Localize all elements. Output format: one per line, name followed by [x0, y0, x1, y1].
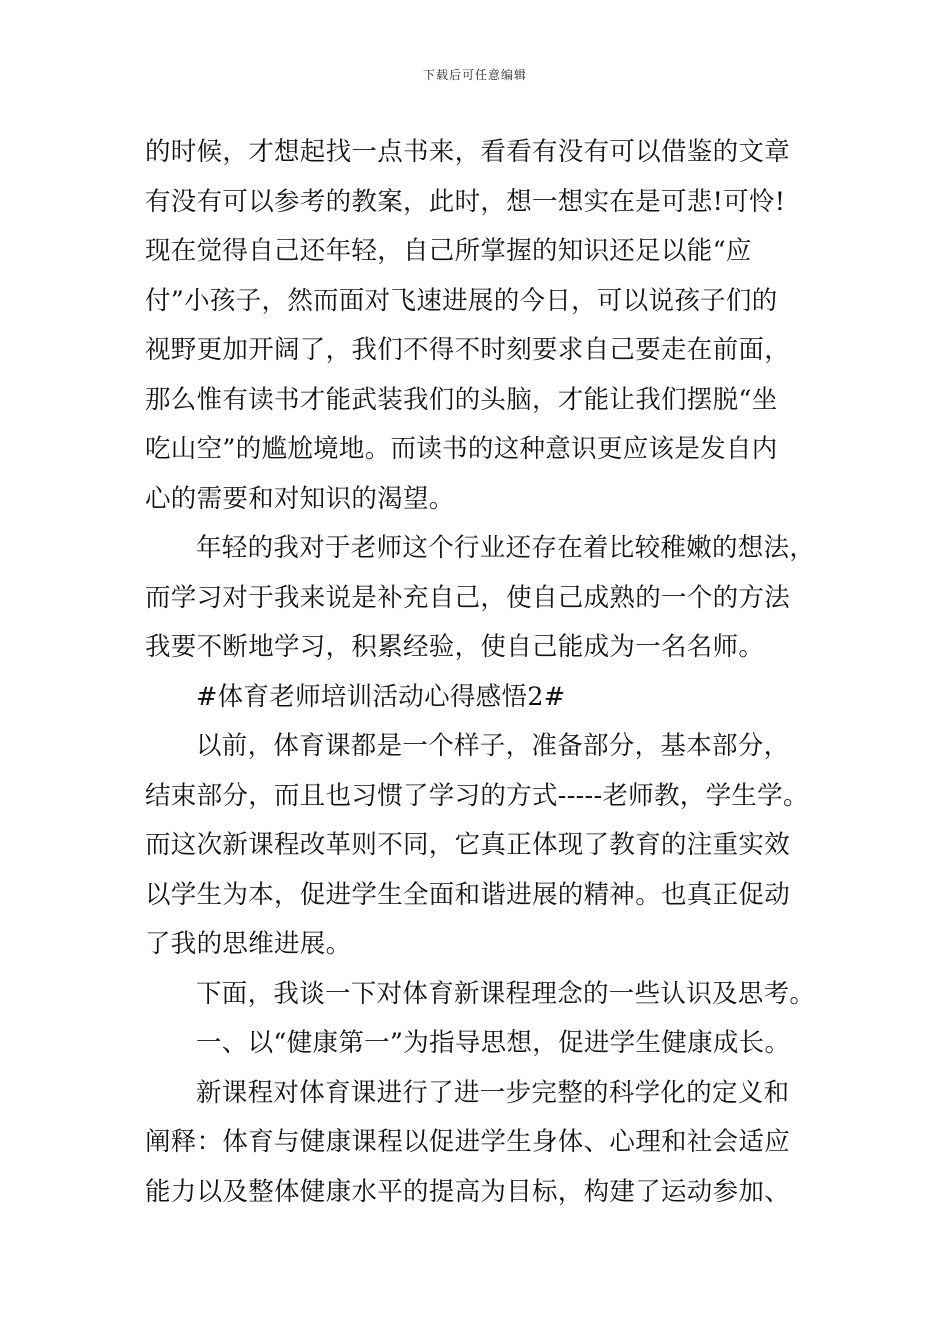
text-line: 视野更加开阔了，我们不得不时刻要求自己要走在前面，	[145, 335, 791, 365]
text-line: 以学生为本，促进学生全面和谐进展的精神。也真正促动	[145, 879, 791, 910]
text-line: 现在觉得自己还年轻，自己所掌握的知识还足以能“应	[145, 236, 752, 266]
paragraph-start-line: 新课程对体育课进行了进一步完整的科学化的定义和	[196, 1077, 790, 1108]
text-line: 的时候，才想起找一点书来，看看有没有可以借鉴的文章	[145, 137, 791, 167]
page-header-note: 下载后可任意编辑	[422, 68, 527, 82]
text-line: 而这次新课程改革则不同，它真正体现了教育的注重实效	[145, 830, 791, 860]
paragraph-start-line: 下面，我谈一下对体育新课程理念的一些认识及思考。	[196, 978, 816, 1009]
section-heading: #体育老师培训活动心得感悟2#	[196, 681, 566, 712]
document-body	[145, 128, 825, 1217]
text-line: 有没有可以参考的教案，此时，想一想实在是可悲!可怜!	[145, 186, 786, 217]
paragraph-start-line: 年轻的我对于老师这个行业还存在着比较稚嫩的想法，	[196, 533, 816, 563]
text-line: 能力以及整体健康水平的提高为目标，构建了运动参加、	[145, 1176, 791, 1207]
text-line: 了我的思维进展。	[145, 929, 352, 959]
paragraph-start-line: 一、以“健康第一”为指导思想，促进学生健康成长。	[196, 1028, 791, 1058]
text-line: 心的需要和对知识的渴望。	[145, 483, 455, 514]
text-line: 而学习对于我来说是补充自己，使自己成熟的一个的方法	[145, 582, 791, 613]
text-line: 我要不断地学习，积累经验，使自己能成为一名名师。	[145, 632, 765, 662]
text-line: 结束部分，而且也习惯了学习的方式-----老师教，学生学。	[145, 780, 809, 811]
text-line: 阐释：体育与健康课程以促进学生身体、心理和社会适应	[145, 1127, 791, 1157]
paragraph-start-line: 以前，体育课都是一个样子，准备部分，基本部分，	[196, 731, 790, 761]
text-line: 吃山空”的尴尬境地。而读书的这种意识更应该是发自内	[145, 434, 778, 464]
text-line: 那么惟有读书才能武装我们的头脑，才能让我们摆脱“坐	[145, 384, 778, 415]
text-line: 付”小孩子，然而面对飞速进展的今日，可以说孩子们的	[145, 285, 778, 316]
